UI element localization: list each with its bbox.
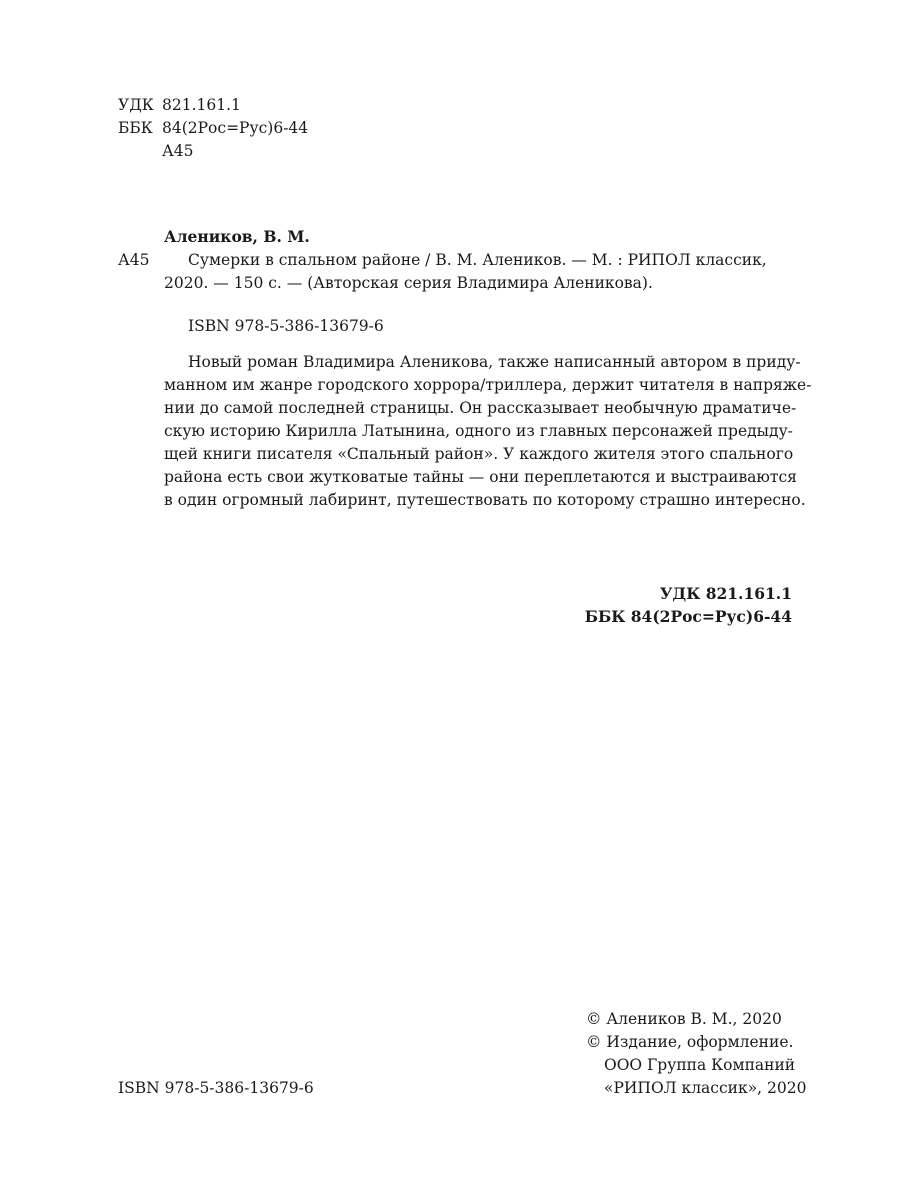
entry-line-2: 2020. — 150 с. — (Авторская серия Владимира Аленикова). bbox=[164, 274, 653, 292]
annotation-line-1: Новый роман Владимира Аленикова, также написанный автором в приду- bbox=[188, 353, 801, 371]
bbk-value: 84(2Рос=Рус)6-44 bbox=[162, 119, 309, 137]
copyright-edition-line-2: ООО Группа Компаний bbox=[604, 1056, 796, 1074]
footer-isbn: ISBN 978-5-386-13679-6 bbox=[118, 1079, 314, 1097]
annotation-line-6: района есть свои жутковатые тайны — они переплетаются и выстраиваются bbox=[164, 468, 797, 486]
annotation-line-3: нии до самой последней страницы. Он рассказывает необычную драматиче- bbox=[164, 399, 797, 417]
entry-sign: А45 bbox=[118, 251, 150, 269]
bbk-key: ББК bbox=[118, 119, 153, 137]
udk-row bbox=[118, 94, 241, 116]
udk-value: 821.161.1 bbox=[162, 96, 241, 114]
copyright-author: © Алеников В. М., 2020 bbox=[586, 1010, 782, 1028]
annotation-line-7: в один огромный лабиринт, путешествовать по которому страшно интересно. bbox=[164, 491, 806, 509]
bbk-row bbox=[118, 117, 308, 139]
udk-key: УДК bbox=[118, 96, 154, 114]
author-heading: Алеников, В. М. bbox=[164, 227, 310, 246]
annotation-line-5: щей книги писателя «Спальный район». У каждого жителя этого спального bbox=[164, 445, 794, 463]
copyright-edition-line-3: «РИПОЛ классик», 2020 bbox=[604, 1079, 807, 1097]
copyright-edition-line-1: © Издание, оформление. bbox=[586, 1033, 794, 1051]
author-sign: А45 bbox=[162, 142, 194, 160]
entry-line-1: Сумерки в спальном районе / В. М. Алеников. — М. : РИПОЛ классик, bbox=[188, 251, 767, 269]
author-sign-row bbox=[118, 140, 193, 162]
udk-right: УДК 821.161.1 bbox=[659, 584, 792, 603]
annotation-line-4: скую историю Кирилла Латынина, одного из главных персонажей предыду- bbox=[164, 422, 793, 440]
entry-isbn: ISBN 978-5-386-13679-6 bbox=[188, 317, 384, 335]
bbk-right: ББК 84(2Рос=Рус)6-44 bbox=[584, 607, 792, 626]
annotation-line-2: манном им жанре городского хоррора/триллера, держит читателя в напряже- bbox=[164, 376, 812, 394]
